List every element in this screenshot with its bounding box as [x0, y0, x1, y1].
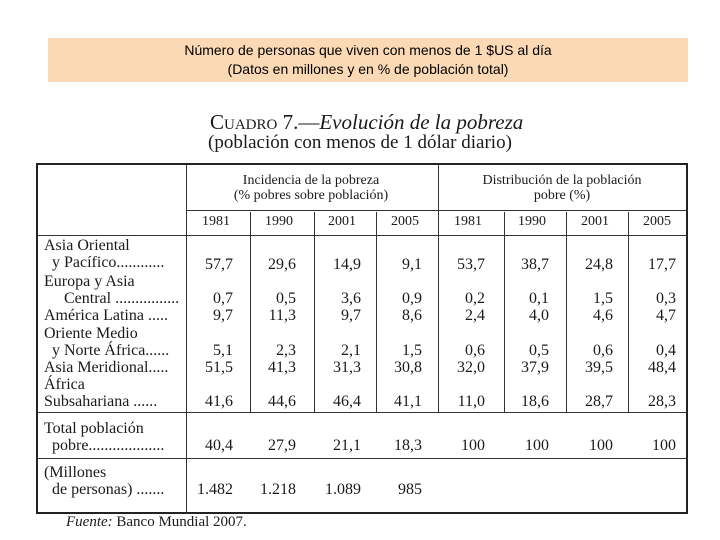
row-divider-years	[38, 235, 688, 236]
row-label-line: (Millones	[44, 464, 107, 481]
group-header-line: (% pobres sobre población)	[233, 188, 389, 203]
year-header: 1981	[202, 214, 230, 229]
group-header-line: pobre (%)	[533, 188, 591, 203]
col-divider	[628, 212, 629, 412]
row-label-latin-america	[44, 307, 168, 324]
table-cell: 4,7	[656, 307, 676, 324]
col-divider	[250, 212, 251, 412]
row-label-line: pobre...................	[52, 437, 165, 454]
header-line-1: Número de personas que viven con menos de 1 $US al día	[184, 42, 552, 58]
row-label-line: Asia Meridional.....	[44, 359, 169, 376]
table-cell: 30,8	[394, 359, 422, 376]
table-cell: 21,1	[333, 437, 361, 454]
table-cell: 41,1	[394, 393, 422, 410]
table-cell: 0,9	[402, 290, 422, 307]
row-label-line: Subsahariana ......	[44, 393, 158, 410]
row-label-line: Europa y Asia	[44, 273, 135, 290]
table-cell: 985	[398, 481, 422, 498]
table-cell: 41,3	[268, 359, 296, 376]
table-cell: 32,0	[457, 359, 485, 376]
table-cell: 4,0	[529, 307, 549, 324]
col-divider	[504, 212, 505, 412]
source-text: Banco Mundial 2007.	[116, 514, 247, 530]
year-header: 2005	[391, 214, 419, 229]
row-label-line: América Latina .....	[44, 307, 168, 324]
row-divider-millions	[38, 458, 688, 459]
table-cell: 39,5	[585, 359, 613, 376]
col-divider	[566, 212, 567, 412]
table-cell: 37,9	[521, 359, 549, 376]
col-divider	[314, 212, 315, 412]
header-line-2: (Datos en millones y en % de población total)	[227, 61, 509, 77]
table-cell: 53,7	[457, 256, 485, 273]
table-cell: 100	[461, 437, 485, 454]
table-cell: 31,3	[333, 359, 361, 376]
table-cell: 100	[525, 437, 549, 454]
group-header-line: Incidencia de la pobreza	[242, 173, 380, 188]
table-cell: 27,9	[268, 437, 296, 454]
table-cell: 0,6	[465, 342, 485, 359]
source-label: Fuente:	[66, 514, 113, 530]
table-cell: 14,9	[333, 256, 361, 273]
table-cell: 28,3	[648, 393, 676, 410]
table-cell: 11,3	[268, 307, 296, 324]
year-header: 2005	[643, 214, 671, 229]
row-label-south-asia	[44, 359, 168, 376]
row-label-europe-asia	[44, 273, 179, 307]
row-label-middle-east	[44, 325, 169, 359]
table-cell: 44,6	[268, 393, 296, 410]
group-header-incidence	[186, 173, 436, 203]
table-cell: 5,1	[213, 342, 233, 359]
row-divider-total	[38, 412, 688, 413]
row-label-millions	[44, 464, 164, 498]
cuadro-name: Evolución de la pobreza	[319, 110, 524, 134]
table-cell: 38,7	[521, 256, 549, 273]
col-divider	[376, 212, 377, 412]
table-cell: 18,6	[521, 393, 549, 410]
table-cell: 0,6	[593, 342, 613, 359]
table-cell: 2,3	[276, 342, 296, 359]
row-label-line: Oriente Medio	[44, 325, 138, 342]
table-cell: 100	[652, 437, 676, 454]
year-header: 2001	[328, 214, 356, 229]
row-label-line: de personas) .......	[52, 481, 165, 498]
row-label-line: y Pacífico............	[52, 254, 165, 271]
row-label-line: África	[44, 376, 85, 393]
table-cell: 46,4	[333, 393, 361, 410]
cuadro-label: Cuadro 7.	[210, 110, 299, 134]
table-cell: 1.089	[325, 481, 361, 498]
table-cell: 1.482	[197, 481, 233, 498]
table-cell: 9,1	[402, 256, 422, 273]
row-label-subsaharan-africa	[44, 376, 157, 410]
year-header: 1990	[518, 214, 546, 229]
row-label-east-asia	[44, 237, 164, 271]
table-cell: 4,6	[593, 307, 613, 324]
table-cell: 0,2	[465, 290, 485, 307]
table-cell: 28,7	[585, 393, 613, 410]
table-cell: 57,7	[205, 256, 233, 273]
table-cell: 1,5	[402, 342, 422, 359]
row-label-line: y Norte África......	[52, 342, 170, 359]
table-cell: 9,7	[213, 307, 233, 324]
table-cell: 0,3	[656, 290, 676, 307]
table-cell: 0,1	[529, 290, 549, 307]
table-cell: 2,4	[465, 307, 485, 324]
row-divider-groups	[186, 210, 688, 211]
table-cell: 40,4	[205, 437, 233, 454]
row-label-line: Central ................	[64, 290, 180, 307]
table-cell: 17,7	[648, 256, 676, 273]
table-cell: 0,7	[213, 290, 233, 307]
table-cell: 48,4	[648, 359, 676, 376]
table-cell: 0,4	[656, 342, 676, 359]
row-label-line: Asia Oriental	[44, 237, 130, 254]
group-header-distribution	[437, 173, 687, 203]
group-header-line: Distribución de la población	[482, 173, 642, 188]
table-cell: 2,1	[341, 342, 361, 359]
table-cell: 1.218	[260, 481, 296, 498]
table-cell: 24,8	[585, 256, 613, 273]
cuadro-subtitle: (población con menos de 1 dólar diario)	[208, 132, 512, 153]
year-header: 1981	[454, 214, 482, 229]
footnote	[66, 514, 247, 531]
row-label-line: Total población	[44, 420, 144, 437]
table-cell: 9,7	[341, 307, 361, 324]
table-cell: 29,6	[268, 256, 296, 273]
table-cell: 100	[589, 437, 613, 454]
table-cell: 41,6	[205, 393, 233, 410]
table-cell: 3,6	[341, 290, 361, 307]
year-header: 1990	[265, 214, 293, 229]
year-header: 2001	[581, 214, 609, 229]
table-cell: 0,5	[276, 290, 296, 307]
row-label-total	[44, 420, 164, 454]
cuadro-dash: —	[298, 110, 320, 134]
table-cell: 18,3	[394, 437, 422, 454]
table-cell: 51,5	[205, 359, 233, 376]
table-cell: 1,5	[593, 290, 613, 307]
slide-header	[48, 38, 688, 82]
table-cell: 8,6	[402, 307, 422, 324]
table-cell: 0,5	[529, 342, 549, 359]
table-cell: 11,0	[457, 393, 485, 410]
